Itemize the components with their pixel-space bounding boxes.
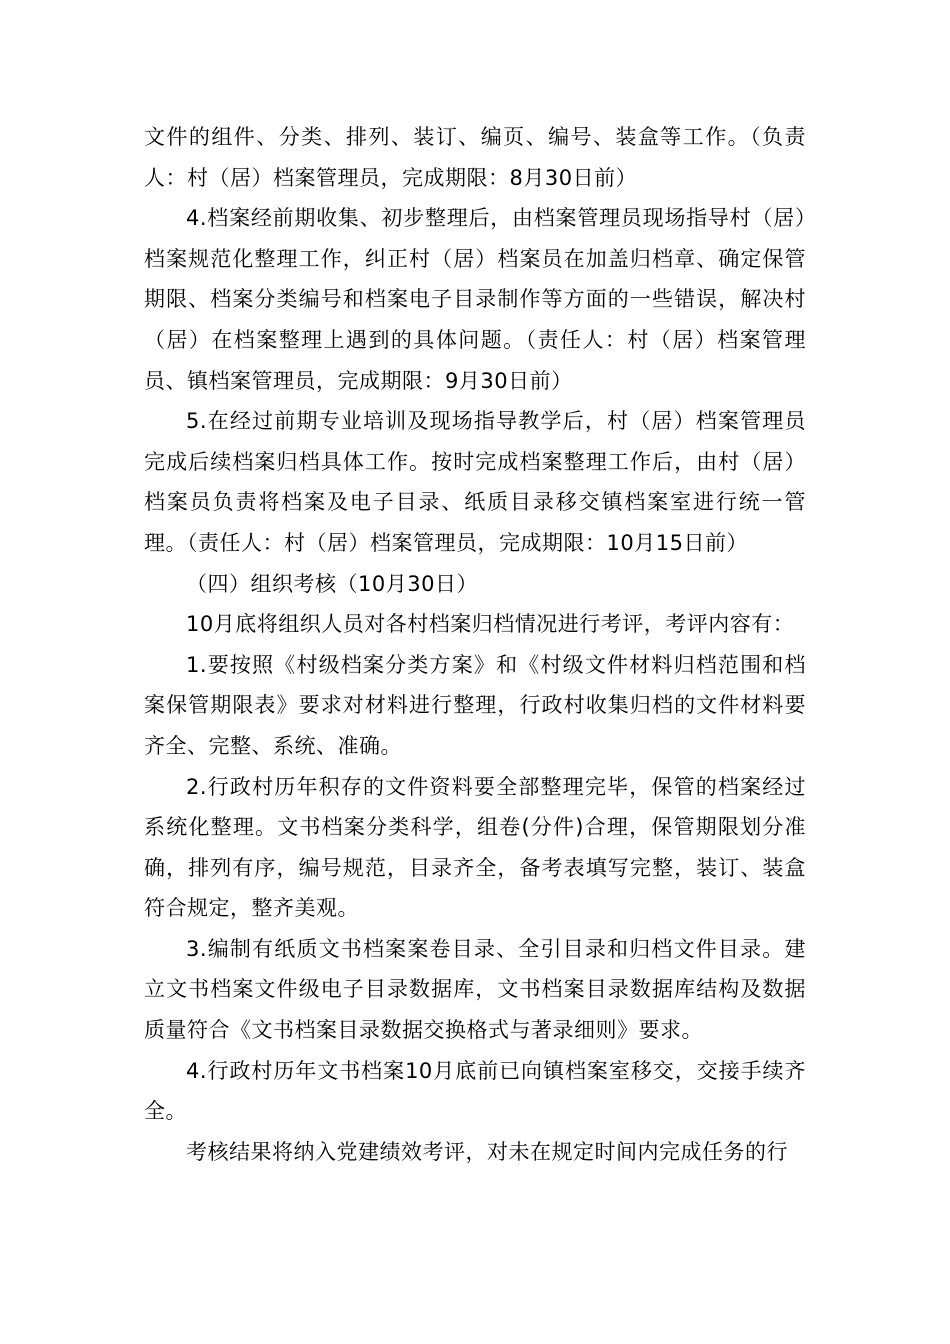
paragraph-item-4: 4.档案经前期收集、初步整理后，由档案管理员现场指导村（居）档案规范化整理工作，纠正村（居）档案员在加盖归档章、确定保管期限、档案分类编号和档案电子目录制作等方面的一些错误，解决村（居）在档案整理上遇到的具体问题。（责任人：村（居）档案管理员、镇档案管理员，完成期限：9月30日前） <box>144 206 806 393</box>
paragraph-assessment-intro: 10月底将组织人员对各村档案归档情况进行考评，考评内容有： <box>186 612 795 637</box>
paragraph-continuation: 文件的组件、分类、排列、装订、编页、编号、装盒等工作。（负责人：村（居）档案管理员，完成期限：8月30日前） <box>144 125 806 190</box>
document-body <box>144 117 806 1172</box>
paragraph-criteria-4: 4.行政村历年文书档案10月底前已向镇档案室移交，交接手续齐全。 <box>144 1058 806 1124</box>
paragraph-criteria-2: 2.行政村历年积存的文件资料要全部整理完毕，保管的档案经过系统化整理。文书档案分类科学，组卷(分件)合理，保管期限划分准确，排列有序，编号规范，目录齐全，备考表填写完整，装订、装盒符合规定，整齐美观。 <box>144 774 806 921</box>
paragraph-criteria-1: 1.要按照《村级档案分类方案》和《村级文件材料归档范围和档案保管期限表》要求对材料进行整理，行政村收集归档的文件材料要齐全、完整、系统、准确。 <box>144 652 806 758</box>
section-heading-assessment: （四）组织考核（10月30日） <box>186 571 478 596</box>
paragraph-item-5: 5.在经过前期专业培训及现场指导教学后，村（居）档案管理员完成后续档案归档具体工作。按时完成档案整理工作后，由村（居）档案员负责将档案及电子目录、纸质目录移交镇档案室进行统一管理。（责任人：村（居）档案管理员，完成期限：10月15日前） <box>144 409 806 555</box>
paragraph-conclusion: 考核结果将纳入党建绩效考评，对未在规定时间内完成任务的行 <box>186 1139 788 1164</box>
paragraph-criteria-3: 3.编制有纸质文书档案案卷目录、全引目录和归档文件目录。建立文书档案文件级电子目录数据库，文书档案目录数据库结构及数据质量符合《文书档案目录数据交换格式与著录细则》要求。 <box>144 936 806 1043</box>
